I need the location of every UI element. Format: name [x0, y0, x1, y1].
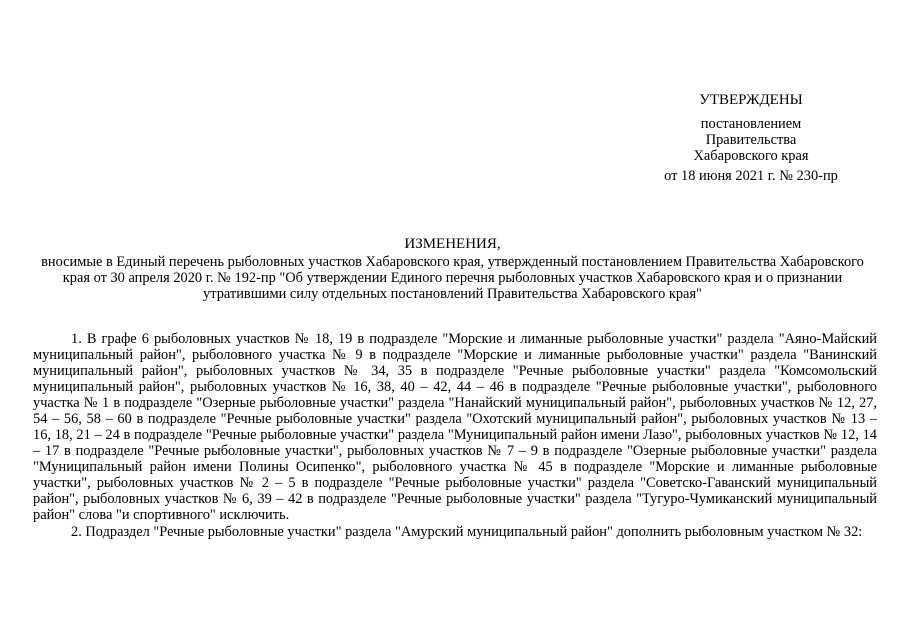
- document-subtitle: вносимые в Единый перечень рыболовных участков Хабаровского края, утвержденный постановлением Правительства Хабаровского края от 30 апреля 2020 г. № 192-пр "Об утверждении Единого перечня рыболовных участков Хабаровского края и о признании утратившими силу отдельных постановлений Правительства Хабаровского края": [41, 254, 864, 302]
- approval-line-region: Хабаровского края: [693, 148, 809, 164]
- approval-date-number: от 18 июня 2021 г. № 230-пр: [664, 168, 838, 184]
- paragraph-2: 2. Подраздел "Речные рыболовные участки" раздела "Амурский муниципальный район" дополнить рыболовным участком № 32:: [71, 524, 863, 540]
- approval-line-government: Правительства: [705, 132, 797, 148]
- document-body: [33, 331, 877, 540]
- document-title: ИЗМЕНЕНИЯ,: [404, 236, 501, 252]
- approval-block: [600, 92, 902, 184]
- paragraph-1: 1. В графе 6 рыболовных участков № 18, 19 в подразделе "Морские и лиманные рыболовные участки" раздела "Аяно-Майский муниципальный район", рыболовного участка № 9 в подразделе "Морские и лиманные рыболовные участки" раздела "Ванинский муниципальный район", рыболовных участков № 34, 35 в подразделе "Речные рыболовные участки" раздела "Комсомольский муниципальный район", рыболовных участков № 16, 38, 40 – 42, 44 – 46 в подразделе "Речные рыболовные участки", рыболовного участка № 1 в подразделе "Озерные рыболовные участки" раздела "Нанайский муниципальный район", рыболовных участков № 12, 27, 54 – 56, 58 – 60 в подразделе "Речные рыболовные участки" раздела "Охотский муниципальный район", рыболовных участков № 13 – 16, 18, 21 – 24 в подразделе "Речные рыболовные участки" раздела "Муниципальный район имени Лазо", рыболовных участков № 12, 14 – 17 в подразделе "Речные рыболовные участки", рыболовных участков № 7 – 9 в подразделе "Озерные рыболовные участки" раздела "Муниципальный район имени Полины Осипенко", рыболовного участка № 45 в подразделе "Морские и лиманные рыболовные участки", рыболовных участков № 2 – 5 в подразделе "Речные рыболовные участки" раздела "Советско-Гаванский муниципальный район", рыболовных участков № 6, 39 – 42 в подразделе "Речные рыболовные участки" раздела "Тугуро-Чумиканский муниципальный район" слова "и спортивного" исключить.: [33, 331, 877, 523]
- approval-line-resolution: постановлением: [700, 116, 802, 132]
- approval-heading: УТВЕРЖДЕНЫ: [699, 92, 803, 108]
